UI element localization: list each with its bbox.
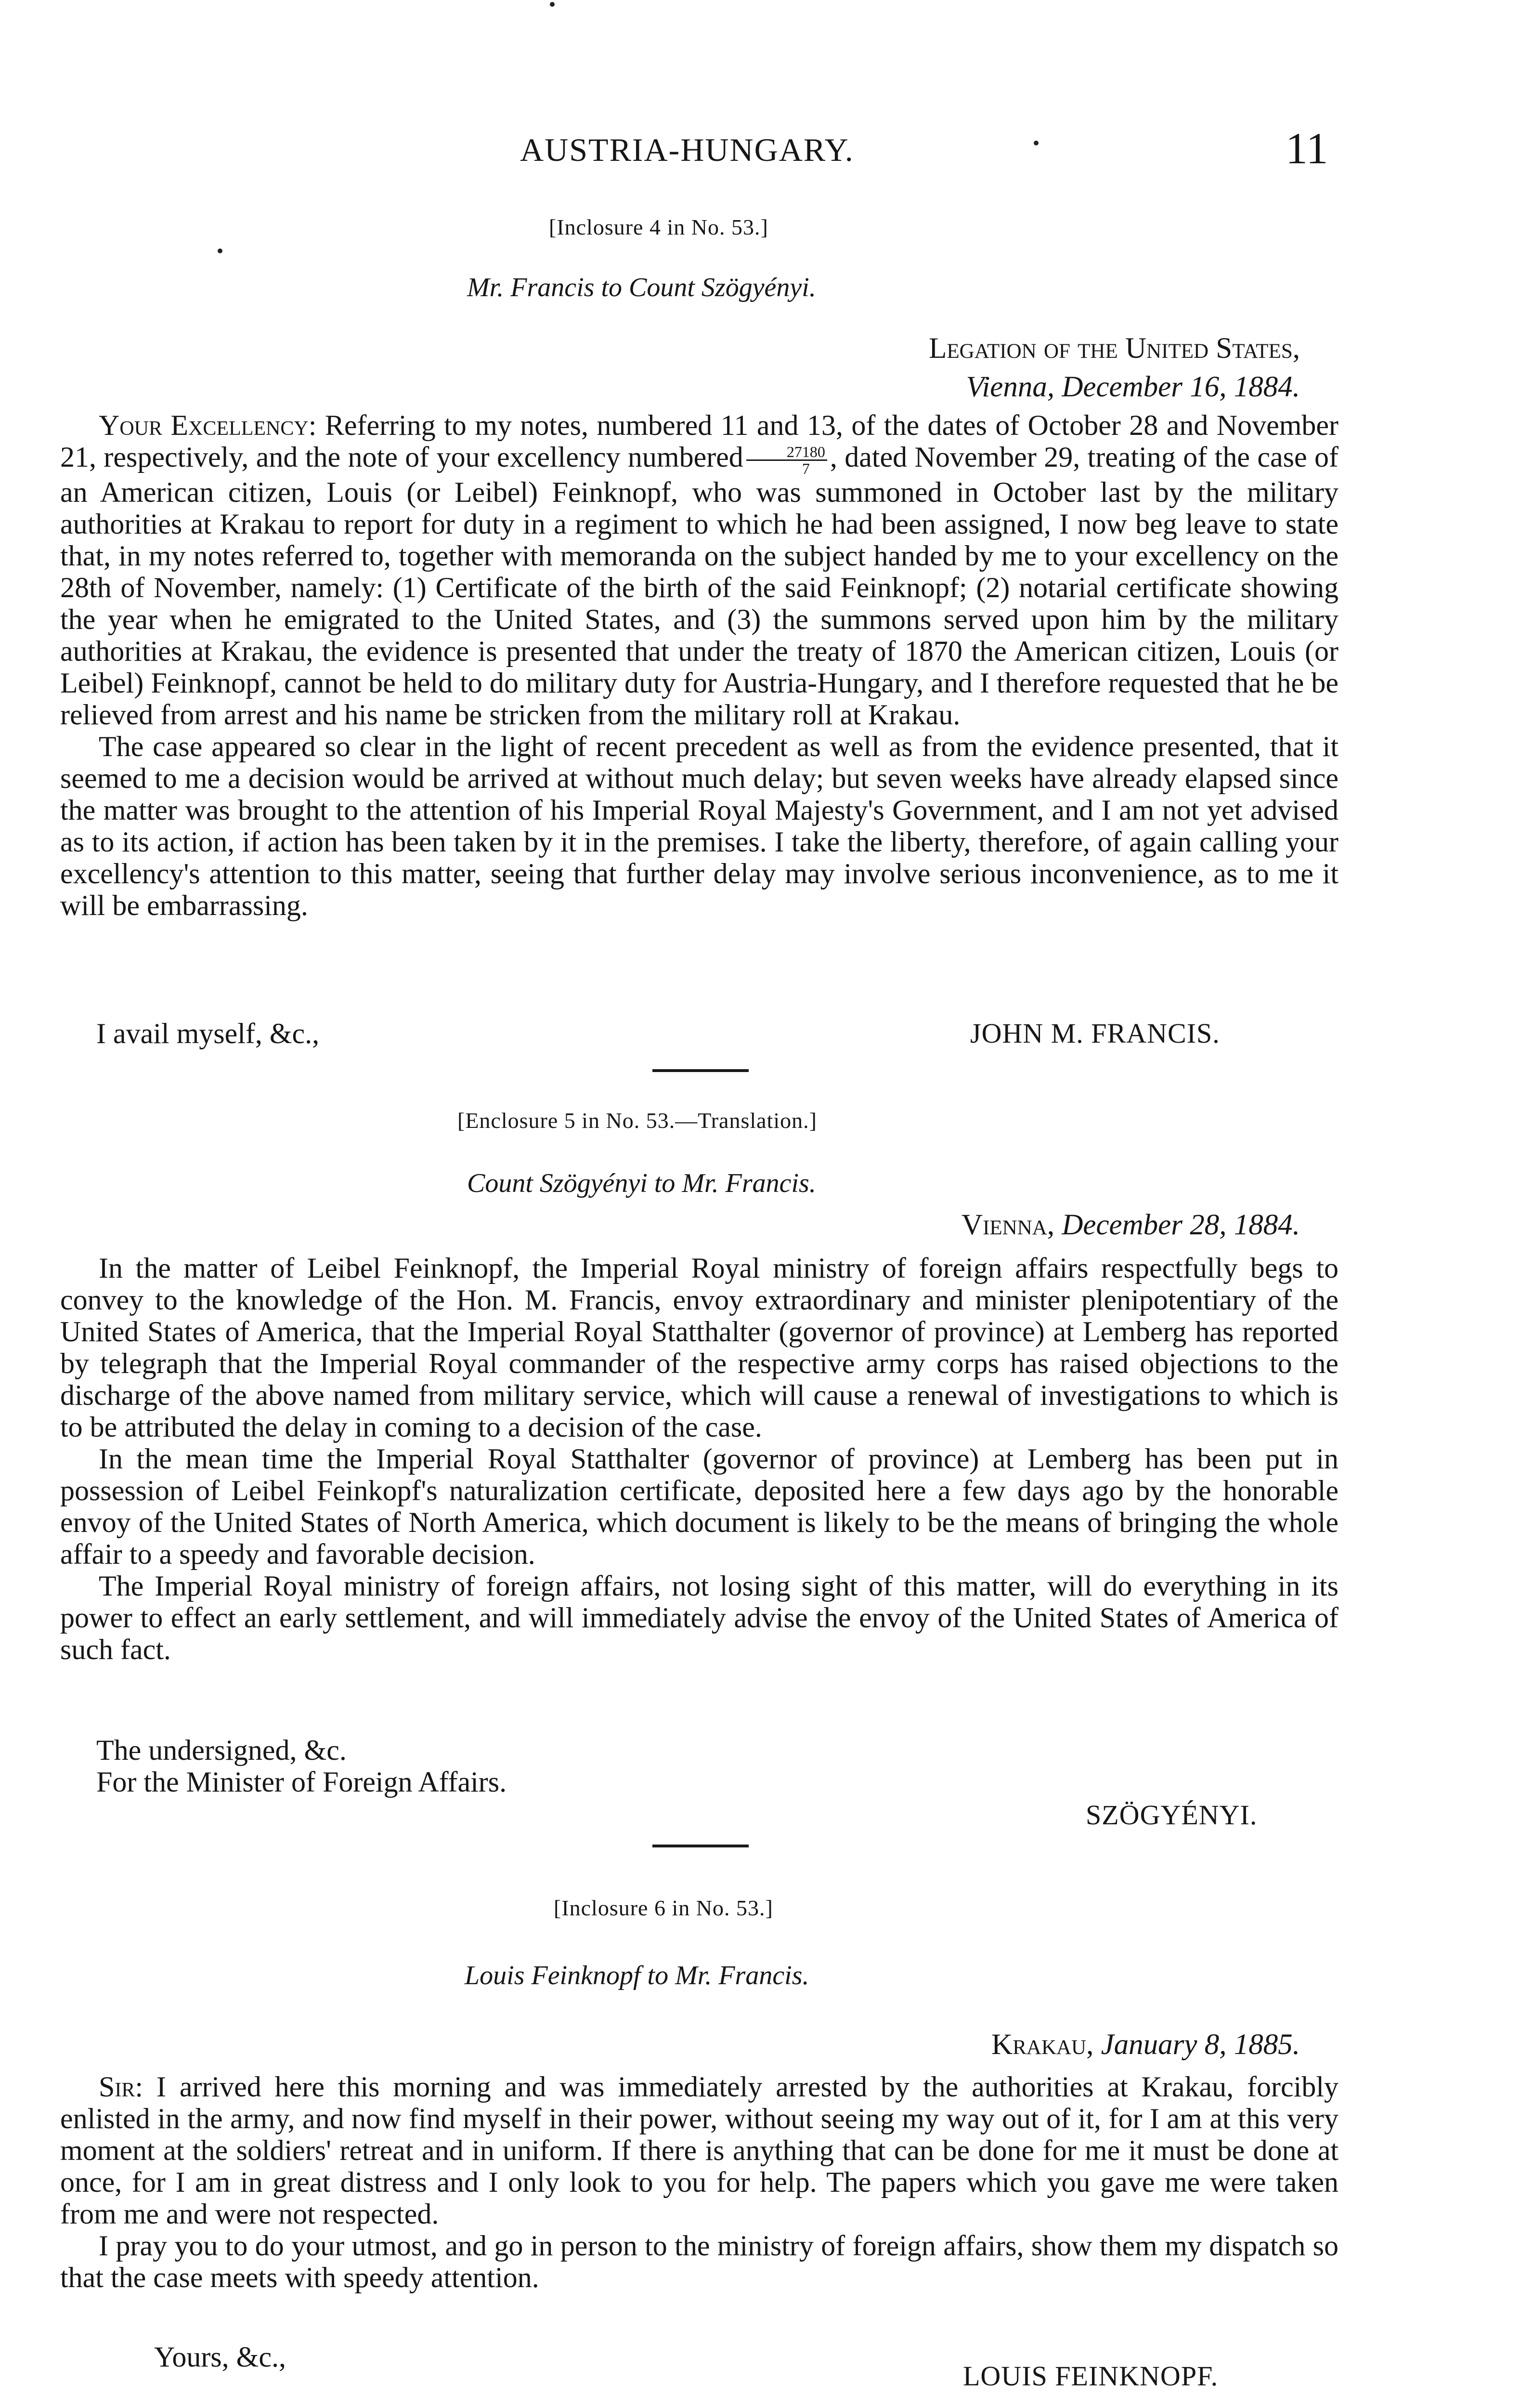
letter-3-body (60, 2071, 1338, 2293)
reference-denominator: 7 (802, 459, 810, 477)
scan-speck (218, 249, 222, 253)
letter-1-signature: JOHN M. FRANCIS. (970, 1018, 1220, 1049)
reference-fraction (746, 444, 827, 476)
letter-2-closing-1: The undersigned, &c. (96, 1734, 347, 1766)
letter-2-date (626, 1209, 1300, 1241)
letter-1-body (60, 409, 1338, 921)
letter-2-signature: SZÖGYÉNYI. (1086, 1799, 1258, 1831)
inclosure-5-label: [Enclosure 5 in No. 53.—Translation.] (457, 1108, 817, 1133)
letter-1-date: Vienna, December 16, 1884. (966, 371, 1300, 403)
letter-2-body (60, 1252, 1338, 1665)
letter-2-paragraph-3: The Imperial Royal ministry of foreign affairs, not losing sight of this matter, will do everything in its power to effect an early settlement, and will immediately advise the envoy of the United States of America of such fact. (60, 1570, 1338, 1665)
letter-2-date-rest: December 28, 1884. (1062, 1209, 1300, 1241)
letter-3-closing: Yours, &c., (154, 2341, 286, 2373)
reference-numerator: 27180 (746, 444, 827, 461)
letter-3-salutation: Sir: (99, 2071, 143, 2103)
running-head: AUSTRIA-HUNGARY. (520, 131, 854, 168)
page-number: 11 (1286, 124, 1328, 173)
letter-3-date-rest: January 8, 1885. (1101, 2028, 1300, 2061)
letter-3-paragraph-1-text: I arrived here this morning and was immediately arrested by the authorities at Krakau, forcibly enlisted in the army, and now find myself in their power, without seeing my way out of it, for I am at this very moment at the soldiers' retreat and in uniform. If there is anything that can be done for me it must be done at once, for I am in great distress and I only look to you for help. The papers which you gave me were taken from me and were not respected. (60, 2071, 1339, 2230)
letter-3-title: Louis Feinknopf to Mr. Francis. (465, 1961, 809, 1990)
letter-3-date (626, 2028, 1300, 2061)
inclosure-4-label: [Inclosure 4 in No. 53.] (549, 215, 768, 239)
letter-1-closing: I avail myself, &c., (96, 1018, 320, 1049)
letter-3-paragraph-2: I pray you to do your utmost, and go in person to the ministry of foreign affairs, show them my dispatch so that the case meets with speedy attention. (60, 2230, 1338, 2293)
section-divider (652, 1069, 749, 1072)
letter-2-closing-2: For the Minister of Foreign Affairs. (96, 1766, 507, 1798)
letter-1-place: Legation of the United States, (929, 332, 1300, 365)
letter-2-paragraph-1: In the matter of Leibel Feinknopf, the Imperial Royal ministry of foreign affairs respectfully begs to convey to the knowledge of the Hon. M. Francis, envoy extraordinary and minister plenipotentiary of the United States of America, that the Imperial Royal Statthalter (governor of province) at Lemberg has reported by telegraph that the Imperial Royal commander of the respective army corps has raised objections to the discharge of the above named from military service, which will cause a renewal of investigations to which is to be attributed the delay in coming to a decision of the case. (60, 1252, 1338, 1443)
letter-1-salutation: Your Excellency: (99, 409, 317, 441)
inclosure-6-label: [Inclosure 6 in No. 53.] (554, 1896, 773, 1920)
letter-1-paragraph-1-b: , dated November 29, treating of the case of an American citizen, Louis (or Leibel) Feinknopf, who was summoned in October last by the military authorities at Krakau to report for duty in a regiment to which he had been assigned, I now beg leave to state that, in my notes referred to, together with memoranda on the subject handed by me to your excellency on the 28th of November, namely: (1) Certificate of the birth of the said Feinknopf; (2) notarial certificate showing the year when he emigrated to the United States, and (3) the summons served upon him by the military authorities at Krakau, the evidence is presented that under the treaty of 1870 the American citizen, Louis (or Leibel) Feinknopf, cannot be held to do military duty for Austria-Hungary, and I therefore requested that he be relieved from arrest and his name be stricken from the military roll at Krakau. (60, 441, 1338, 731)
section-divider (652, 1845, 749, 1847)
letter-3-signature: LOUIS FEINKNOPF. (963, 2360, 1219, 2392)
letter-1-title: Mr. Francis to Count Szögyényi. (467, 273, 816, 302)
letter-1-paragraph-1 (60, 409, 1338, 731)
scan-speck (550, 2, 555, 7)
letter-3-paragraph-1 (60, 2071, 1338, 2230)
letter-2-title: Count Szögyényi to Mr. Francis. (467, 1168, 816, 1198)
letter-1-paragraph-1-a: Referring to my notes, numbered 11 and 13, of the dates of October 28 and November 21, respectively, and the note of your excellency numbered (60, 409, 1338, 473)
letter-3-date-place: Krakau, (991, 2028, 1094, 2061)
scan-speck (1034, 141, 1039, 145)
letter-2-date-place: Vienna, (961, 1209, 1055, 1241)
letter-1-paragraph-2: The case appeared so clear in the light of recent precedent as well as from the evidence presented, that it seemed to me a decision would be arrived at without much delay; but seven weeks have already elapsed since the matter was brought to the attention of his Imperial Royal Majesty's Government, and I am not yet advised as to its action, if action has been taken by it in the premises. I take the liberty, therefore, of again calling your excellency's attention to this matter, seeing that further delay may involve serious inconvenience, as to me it will be embarrassing. (60, 730, 1338, 921)
letter-2-paragraph-2: In the mean time the Imperial Royal Statthalter (governor of province) at Lemberg has been put in possession of Leibel Feinkopf's naturalization certificate, deposited here a few days ago by the honorable envoy of the United States of North America, which document is likely to be the means of bringing the whole affair to a speedy and favorable decision. (60, 1443, 1338, 1570)
